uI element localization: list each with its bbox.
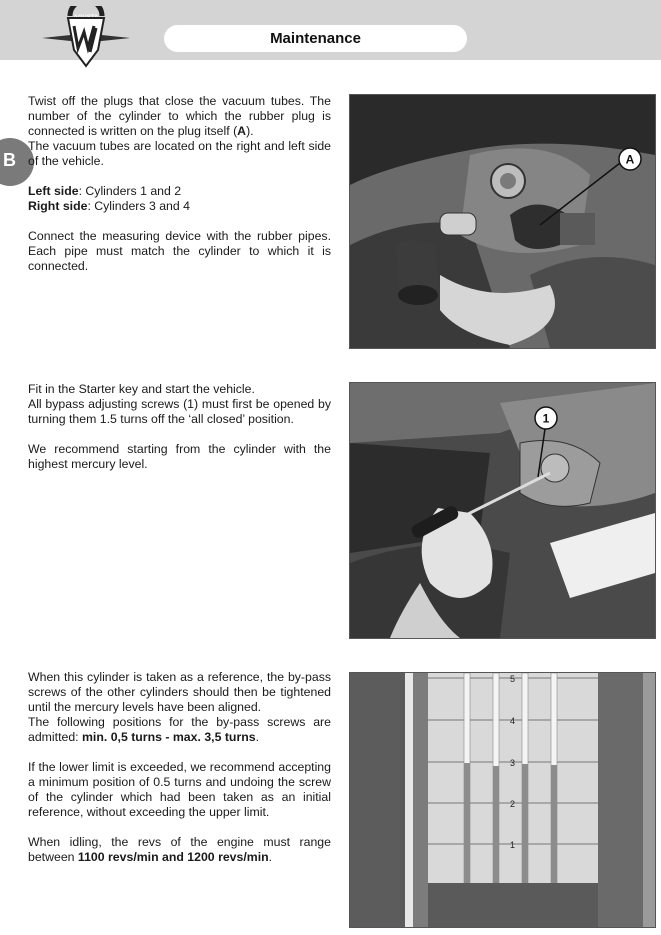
text-block-1 [28,94,331,289]
section-title: Maintenance [164,25,467,52]
left-side-label: Left side [28,184,79,198]
paragraph-recommend-start: We recommend starting from the cylinder with the highest mercury level. [28,442,331,471]
paragraph-vacuum-location: The vacuum tubes are located on the right and left side of the vehicle. [28,139,331,168]
paragraph-screw-positions: The following positions for the by-pass screws are admitted: min. 0,5 turns - max. 3,5 turns. [28,715,331,744]
right-side-value: : Cylinders 3 and 4 [87,199,190,213]
paragraph-idle-revs: When idling, the revs of the engine must range between 1100 revs/min and 1200 revs/min. [28,835,331,864]
text-block-2 [28,382,331,487]
gauge-mark-2: 2 [510,799,516,809]
photo2-callout-label: 1 [542,411,550,426]
idle-revs-range: 1100 revs/min and 1200 revs/min [77,850,269,864]
paragraph-vacuum-plugs [28,94,331,139]
paragraph-reference-cylinder: When this cylinder is taken as a reference, the by-pass screws of the other cylinders should then be tightened until the mercury levels have been aligned. [28,670,331,714]
screw-positions-range: min. 0,5 turns - max. 3,5 turns [82,730,256,744]
section-tab-letter: B [3,150,16,170]
left-side-value: : Cylinders 1 and 2 [78,184,182,198]
paragraph-bypass-screws: All bypass adjusting screws (1) must first be opened by turning them 1.5 turns off the ‘all closed’ position. [28,397,331,426]
paragraph-segment: Twist off the plugs that close the vacuum tubes. The number of the cylinder to which the rubber plug is connected is written on the plug itself ( [28,94,331,138]
gauge-mark-3: 3 [510,758,516,768]
text-block-3 [28,670,331,880]
photo-bypass-screw [349,382,656,639]
photo-mercury-gauge [349,672,656,928]
photo-vacuum-tubes [349,94,656,349]
photo1-callout-label: A [625,152,635,167]
paragraph-connect-device: Connect the measuring device with the rubber pipes. Each pipe must match the cylinder to which it is connected. [28,229,331,273]
gauge-mark-1: 1 [510,840,516,850]
right-side-label: Right side [28,199,88,213]
paragraph-start-vehicle: Fit in the Starter key and start the vehicle. [28,382,255,396]
gauge-mark-5: 5 [510,674,516,684]
left-side-line [28,184,331,199]
mv-agusta-logo [40,6,132,68]
plug-reference-letter: A [237,124,247,138]
gauge-mark-4: 4 [510,716,516,726]
right-side-line [28,199,331,214]
paragraph-lower-limit: If the lower limit is exceeded, we recommend accepting a minimum position of 0.5 turns and undoing the screw of the cylinder which had been taken as an initial reference, without exceeding the upper limit. [28,760,331,819]
paragraph-segment: ). [246,124,254,138]
